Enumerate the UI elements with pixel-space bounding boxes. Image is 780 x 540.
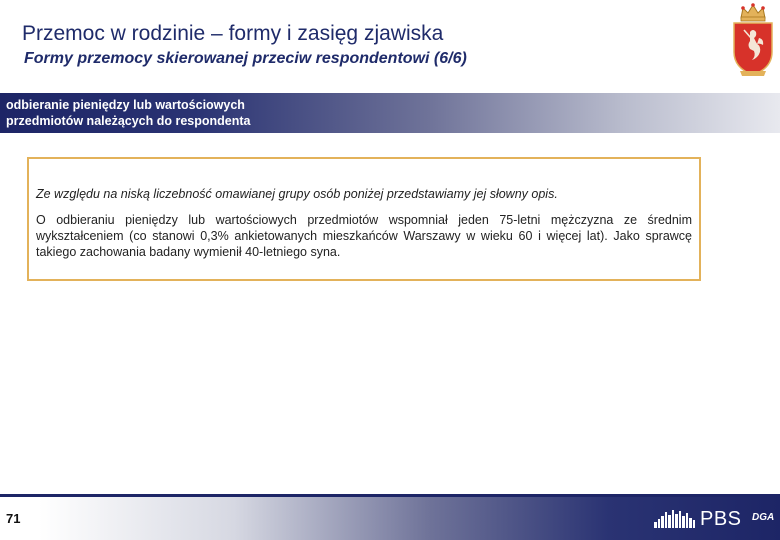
dga-logo-text: DGA — [752, 512, 775, 523]
page-title: Przemoc w rodzinie – formy i zasięg zjawiska — [22, 22, 444, 45]
note-lead: Ze względu na niską liczebność omawianej grupy osób poniżej przedstawiamy jej słowny opis. — [36, 187, 558, 201]
topic-label: odbieranie pieniędzy lub wartościowych przedmiotów należących do respondenta — [6, 98, 251, 128]
topic-band — [0, 93, 780, 133]
warsaw-coat-of-arms-icon — [730, 2, 776, 78]
page-subtitle: Formy przemocy skierowanej przeciw respondentowi (6/6) — [24, 50, 467, 67]
note-body: O odbieraniu pieniędzy lub wartościowych przedmiotów wspomniał jeden 75-letni mężczyzna ze średnim wykształceniem (co stanowi 0,3% ankietowanych mieszkańców Warszawy w wieku 60 i więcej lat). Jako sprawcę takiego zachowania badany wymienił 40-letniego syna. — [36, 213, 692, 259]
pbs-logo-text: PBS — [700, 508, 742, 530]
note-box — [27, 157, 701, 281]
page-number: 71 — [0, 494, 26, 540]
